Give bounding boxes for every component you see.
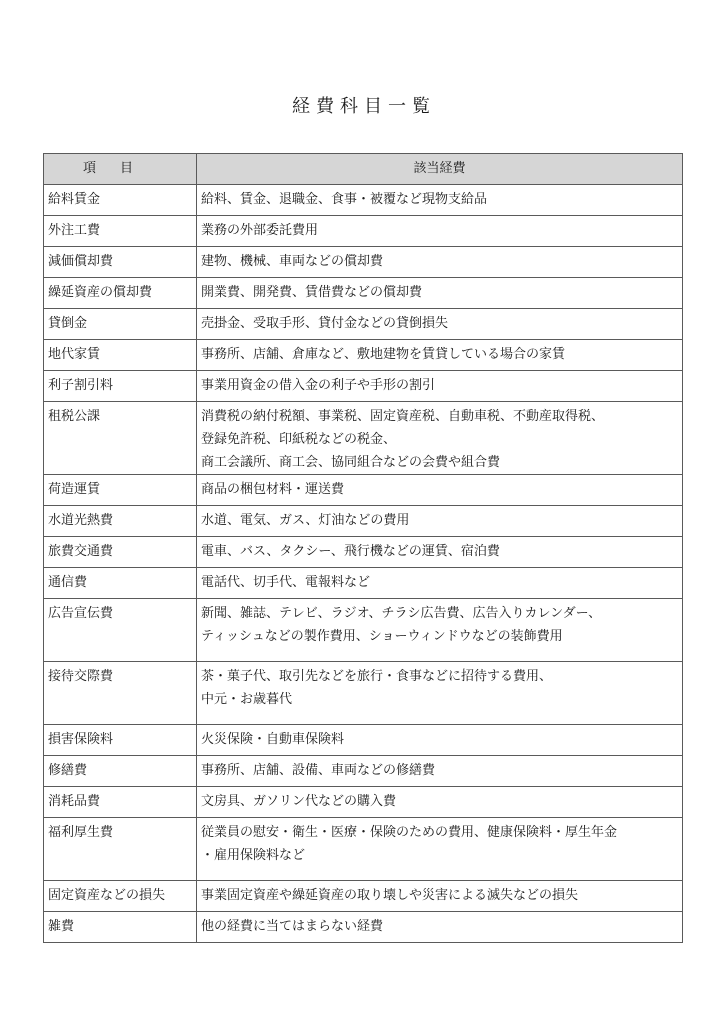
expense-item: 利子割引料 — [44, 371, 197, 402]
expense-description: 事務所、店舗、設備、車両などの修繕費 — [197, 756, 683, 787]
expense-description: 火災保険・自動車保険料 — [197, 725, 683, 756]
expense-item: 外注工費 — [44, 216, 197, 247]
table-row — [44, 881, 683, 912]
expense-description: 開業費、開発費、賃借費などの償却費 — [197, 278, 683, 309]
expense-description: 事業用資金の借入金の利子や手形の割引 — [197, 371, 683, 402]
expense-description: 茶・菓子代、取引先などを旅行・食事などに招待する費用、 中元・お歳暮代 — [197, 662, 683, 725]
expense-item: 貸倒金 — [44, 309, 197, 340]
expense-item: 福利厚生費 — [44, 818, 197, 881]
expense-item: 給料賃金 — [44, 185, 197, 216]
table-row — [44, 371, 683, 402]
expense-item: 固定資産などの損失 — [44, 881, 197, 912]
table-row — [44, 309, 683, 340]
expense-description: 業務の外部委託費用 — [197, 216, 683, 247]
expense-item: 広告宣伝費 — [44, 599, 197, 662]
expense-description: 電話代、切手代、電報料など — [197, 568, 683, 599]
expense-description: 水道、電気、ガス、灯油などの費用 — [197, 506, 683, 537]
expense-item: 修繕費 — [44, 756, 197, 787]
expense-description: 給料、賃金、退職金、食事・被覆など現物支給品 — [197, 185, 683, 216]
table-row — [44, 599, 683, 662]
table-row — [44, 402, 683, 475]
table-row — [44, 662, 683, 725]
table-row — [44, 278, 683, 309]
expense-description: 消費税の納付税額、事業税、固定資産税、自動車税、不動産取得税、 登録免許税、印紙税などの税金、 商工会議所、商工会、協同組合などの会費や組合費 — [197, 402, 683, 475]
expense-description: 他の経費に当てはまらない経費 — [197, 912, 683, 943]
expense-description: 建物、機械、車両などの償却費 — [197, 247, 683, 278]
table-row — [44, 725, 683, 756]
expense-description: 商品の梱包材料・運送費 — [197, 475, 683, 506]
expense-item: 損害保険料 — [44, 725, 197, 756]
table-row — [44, 216, 683, 247]
expense-description: 事務所、店舗、倉庫など、敷地建物を賃貸している場合の家賃 — [197, 340, 683, 371]
expense-item: 旅費交通費 — [44, 537, 197, 568]
table-row — [44, 787, 683, 818]
table-row — [44, 568, 683, 599]
expense-item: 荷造運賃 — [44, 475, 197, 506]
expense-item: 繰延資産の償却費 — [44, 278, 197, 309]
expense-item: 消耗品費 — [44, 787, 197, 818]
column-header-item: 項目 — [44, 154, 197, 185]
expense-table — [43, 153, 683, 943]
expense-description: 新聞、雑誌、テレビ、ラジオ、チラシ広告費、広告入りカレンダー、 ティッシュなどの製作費用、ショーウィンドウなどの装飾費用 — [197, 599, 683, 662]
expense-item: 減価償却費 — [44, 247, 197, 278]
table-header-row — [44, 154, 683, 185]
table-row — [44, 756, 683, 787]
expense-description: 文房具、ガソリン代などの購入費 — [197, 787, 683, 818]
column-header-description: 該当経費 — [197, 154, 683, 185]
expense-item: 租税公課 — [44, 402, 197, 475]
table-row — [44, 475, 683, 506]
expense-description: 電車、バス、タクシー、飛行機などの運賃、宿泊費 — [197, 537, 683, 568]
page-title: 経費科目一覧 — [292, 96, 436, 117]
expense-item: 水道光熱費 — [44, 506, 197, 537]
expense-item: 地代家賃 — [44, 340, 197, 371]
table-row — [44, 185, 683, 216]
table-row — [44, 506, 683, 537]
table-row — [44, 247, 683, 278]
table-row — [44, 537, 683, 568]
expense-item: 接待交際費 — [44, 662, 197, 725]
expense-description: 従業員の慰安・衛生・医療・保険のための費用、健康保険料・厚生年金 ・雇用保険料など — [197, 818, 683, 881]
expense-description: 事業固定資産や繰延資産の取り壊しや災害による滅失などの損失 — [197, 881, 683, 912]
expense-item: 雑費 — [44, 912, 197, 943]
table-row — [44, 818, 683, 881]
table-row — [44, 340, 683, 371]
table-row — [44, 912, 683, 943]
expense-item: 通信費 — [44, 568, 197, 599]
expense-description: 売掛金、受取手形、貸付金などの貸倒損失 — [197, 309, 683, 340]
